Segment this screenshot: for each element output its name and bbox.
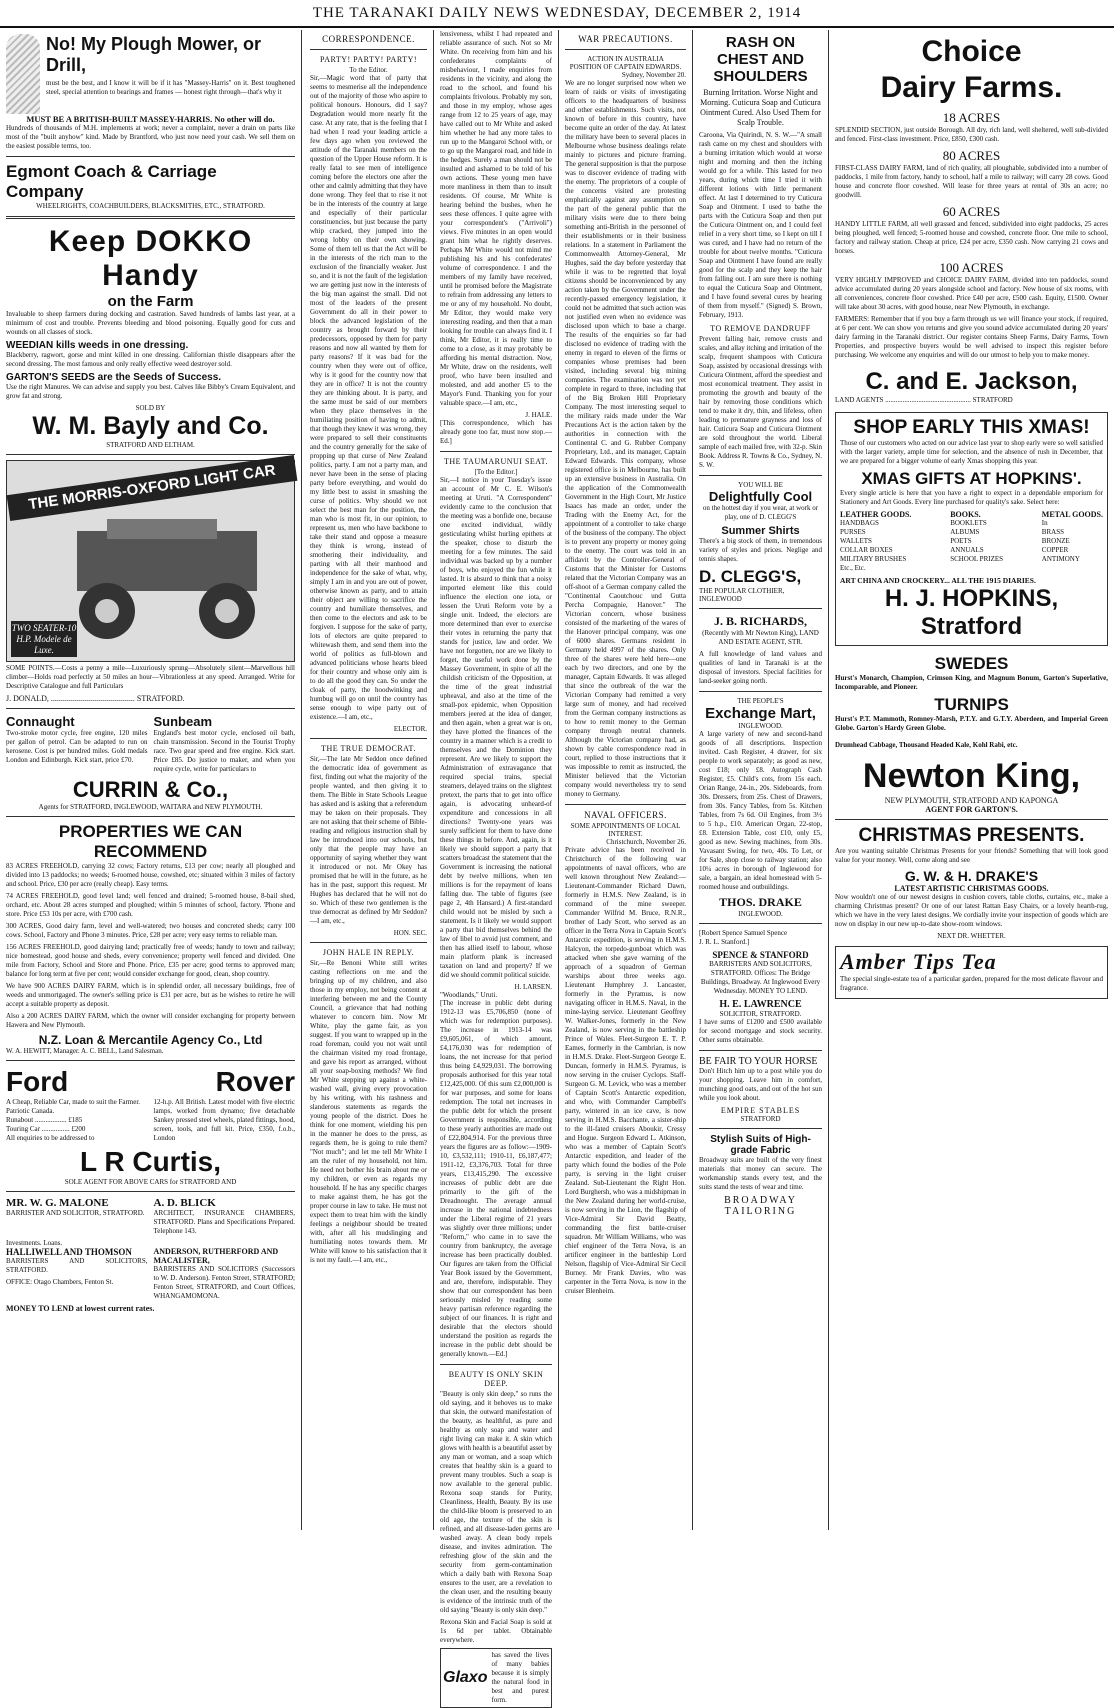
donald-line: J. DONALD, .......................................... STRATFORD. bbox=[6, 694, 185, 703]
dairy-farms-heading: Dairy Farms. bbox=[880, 71, 1063, 104]
anderson-subheading: BARRISTERS AND SOLICITORS (Successors to W. D. Anderson). Fenton Street, STRATFORD; Fenton Street, STRATFORD, and Court Offices, WHANGAMOMONA. bbox=[153, 1265, 295, 1300]
plough-ad-title: No! My Plough Mower, or Drill, bbox=[46, 34, 261, 75]
blick-heading: A. D. BLICK bbox=[153, 1197, 216, 1209]
gift-item: ANNUALS bbox=[950, 546, 984, 554]
weedian-heading: WEEDIAN kills weeds in one dressing. bbox=[6, 340, 189, 351]
ford-line: A Cheap, Reliable Car, made to suit the Farmer. bbox=[6, 1098, 141, 1106]
gift-item: Etc., Etc. bbox=[840, 564, 866, 572]
richards-subheading: (Recently with Mr Newton King), LAND AND ESTATE AGENT, STR. bbox=[702, 629, 819, 646]
ford-line: Patriotic Canada. bbox=[6, 1107, 55, 1115]
public-debt-note: [The increase in public debt during 1912-13 was £5,706,850 (none of which was for redemption purposes). The increase in 1913-14 was £9,605,061, of which amount, £4,176,030 was for redemption of loans, the net increase for that period thus being £4,929,031. The borrowing proposals authorised for this year total £12,425,000. Of this sum £2,000,000 is for war purposes, and some for loans redemption. The total net increases in the public debt for which the present Government is responsible, according to these yearly authorities are made out of £22,804,914. For the previous three years the figures are as follow:—1909-10, £3,532,111; 1910-11, £6,187,477; 1911-12, £3,376,703. Total for three years, £13,415,290. The excessive increases of public debt are due primarily to the gift of the Dreadnought. The average annual increase in the national indebtedness under the Liberal regime of 21 years was slightly over three millions; under "Reform," who came in to save the country from bankruptcy, the average increase has been practically doubled. Our figures are taken from the Official Year Book issued by the Government, and are, therefore, indisputable. They show that our correspondent has been seriously misled by reading some heavy partisan reference regarding the subject of our finances. It is right and desirable that the electors should understand the position as regards the increase in the public debt should be generally known.—Ed.] bbox=[440, 999, 552, 1358]
gift-item: BRONZE bbox=[1041, 537, 1070, 545]
masthead: THE TARANAKI DAILY NEWS WEDNESDAY, DECEMBER 2, 1914 bbox=[0, 0, 1114, 28]
morris-oxford-title: THE MORRIS-OXFORD LIGHT CAR bbox=[7, 455, 298, 521]
column-correspondence bbox=[304, 30, 434, 1530]
hale-heading: JOHN HALE IN REPLY. bbox=[322, 948, 415, 957]
office-line: OFFICE: Otago Chambers, Fenton St. bbox=[6, 1278, 114, 1286]
taumarunui-letter: Sir,—I notice in your Tuesday's issue an account of Mr C. E. Wilson's meeting at Uruti. "A Correspondent" evidently came to the conclusion that the meeting was a bonfide one, because one excited individual, wildly gesticulating whilst hurling epithets at the speaker, chose to disturb the meeting for a few minutes. The said individual was backed up by a number of boys, who enjoyed the fun while it lasted. It is absurd to think that a noisy imported element like this could influence the election one iota, or lessen the Uruti Reform vote by a single unit. Indeed, the electors are more determined than ever to exercise their votes in returning the party that stands for justice, law and order. We have not forgotten, nor are we likely to forget, the useful work done by the Massey Government, in spite of all the childish criticism of the Opposition, at the time of the great industrial upheaval, and also at the time of the small-pox epidemic, when Opposition members jeered at the idea of danger, and then again, when a great war is on, they have plotted the finances of the country in a manner which is a credit to themselves and the Dominion they represent. Are we likely to support the Administration of extravagance that required special trains, special steamers, delayed trains on the slightest pretext, the parts that to get into office again, is advocating unheard-of expenditure and concessions in all directions? Twenty-one years was surely sufficient for them to have done these things in before. And, again, is it likely we should support a party that scatters broadcast the statement that the Government is increasing the national debt by twelve millions, when ten millions is for the repayment of loans falling due. The table of figures (see page 2, 4th Hansard.) A first-standard child would not be misled by such a statement. Is it likely we would support a party that bid themselves behind the law of libel to avoid just comment, and then has allied itself to labour, whose main platform plank is increased taxation on land and property? If we did we should commit political suicide. bbox=[440, 476, 552, 979]
clegg-subheading: THE POPULAR CLOTHIER, INGLEWOOD bbox=[699, 587, 785, 603]
exchange-subheading: INGLEWOOD. bbox=[738, 722, 783, 730]
war-dateline: Sydney, November 20. bbox=[621, 71, 686, 79]
rexona-text: Rexona Skin and Facial Soap is sold at 1s 6d per tablet. Obtainable everywhere. bbox=[440, 1618, 552, 1644]
dandruff-heading: TO REMOVE DANDRUFF bbox=[710, 324, 811, 333]
farmer-illustration bbox=[6, 34, 40, 114]
farm-item bbox=[835, 260, 1108, 312]
democrat-heading: THE TRUE DEMOCRAT. bbox=[321, 744, 416, 753]
empire-subheading: STRATFORD bbox=[740, 1115, 781, 1123]
drumhead-text: Drumhead Cabbage, Thousand Headed Kale, Kohl Rabi, etc. bbox=[835, 741, 1018, 749]
property-item: We have 900 ACRES DAIRY FARM, which is in splendid order, all necessary buildings, free of weeds and unmortgaged. The owner's selling price is £31 per acre, but as he wishes to retire he will accept a suitable property as deposit. bbox=[6, 982, 295, 1008]
farm-text: SPLENDID SECTION, just outside Borough. All dry, rich land, well sheltered, well sub-divided and fenced. First-class investment. Price, £850, £300 cash. bbox=[835, 126, 1108, 143]
christmas-heading: CHRISTMAS PRESENTS. bbox=[858, 825, 1085, 846]
dandruff-text: Prevent falling hair, remove crusts and scales, and allay itching and irritation of the scalp, frequent shampoos with Cuticura Soap, assisted by occasional dressings with Cuticura Ointment, afford the speediest and most economical treatment. They assist in promoting the growth and beauty of the hair by removing those conditions which tend to make it dry, thin, and lifeless, often leading to premature grayness and loss of hair. Cuticura Soap and Cuticura Ointment are sold throughout the world. Liberal sample of each mailed free, with 32-p. Skin Book. Address R. Towns & Co., Sydney, N. S. W. bbox=[699, 335, 822, 469]
hale-letter: Sir,—Re Benoni White still writes casting reflections on me and the bringing up of my children, and also those in my employ, not being content at interfering between me and the County Council, a grievance that had nothing whatever to concern him. Now Mr White, play the game fair, as you suggest. If you want to wrapped up in the road foreman, could you not wait until the chairman visited my road frontage, and gave his report as arranged, without all your soap-boxing methods? We find Mr White stepping up against a white-washed wall, giving every provocation by his writing, with his rashness and slanderous statements as regards the young people of the district. Does he think for one moment, wielding his pen in the manner he does to the press, as regards them, he is going to rule them? "Not much"; and let me tell Mr White I am the ruler of my household, not him. He need not bother his brain about me or my children, or even as regards my household. If he has any specific charges to make against them, he has got the proper course in law to take. He must not expect them to treat him with the kindly feelings a neighbour should be treated with, after all his mudslinging and humiliating notes towards them. Mr White will know to his satisfaction that it is not my fault.—I am, etc., bbox=[310, 959, 427, 1264]
drake-subheading: INGLEWOOD. bbox=[738, 910, 783, 918]
gift-item: BOOKLETS bbox=[950, 519, 987, 527]
column-advertisements-middle bbox=[693, 30, 829, 1530]
farm-item bbox=[835, 148, 1108, 200]
naval-dateline: Christchurch, November 26. bbox=[606, 838, 686, 846]
plough-ad-tail: Hundreds of thousands of M.H. implements at work; never a complaint, never a drain on parts like most of the "built anyhow" kind. Made by Brantford, who just now need your cash. We sell them on the easiest possible terms, too. bbox=[6, 124, 295, 150]
drakes-heading: G. W. & H. DRAKE'S bbox=[904, 868, 1039, 884]
party-letter: Sir,—Magic word that of party that seems to mesmerise all the independence out of the majority of those who aspire to political honours. Honours, did I say? Degradation would more nearly fit the case. At any rate, that is the feeling that I had when I read your leading article a few days ago when you reviewed the attitude of the Taranaki members on the question of the Upper House reform. It is really fatal to see men of intelligence coming before the electors one after the other and calmly admitting that they have done wrong. They feel that to rise it not be in the interests of the country at large and especially of their particular constituencies, but just because the party whip cracked, they jumped into the wrong lobby on their own showing. Some of them tell us that the Act will be in the interests of the rich man to the exclusion of the financially weaker. Just so, and it is not the fault of the legislation we are getting just now in the interests of the big man against the small. Did not most of the leaders of the present Government do all in their power to block the advanced legislation of the country as brought forward by their predecessors, opposed by them for party reasons and now all wanted by them for party reasons? If it was bad for the country when they were out of office, why is it good for the country now that they are in office? It is not the country they are thinking about. It is party, and the same must be said of our members when they place themselves in the humiliating position of having to admit, that though they knew it was wrong, they were prepared to sell their constituents and the country generally for the sake of propping up that curse of New Zealand politics, party. I am not a party man, and never have been in the sense of placing party before everything, and would do my little best to assist in smashing the curse of politics. Why should we not select the best man for the position, the man who is most fit, in our opinion, to represent us, men who have backbone to take their stand and oppose a measure they think is wrong, instead of smothering their individuality, and parting with all their manhood and independence for the sake of what, why, simply I am in and you are out of power, otherwise known as party, and to attain their object are willing to sacrifice the country and humiliate themselves, and then come to the electors and ask to be forgiven. I suppose for the sake of party, lots of electors are quite prepared to whitewash them, and send them into the world of politics as full-blown and advanced politicians whose hearts bleed for their country and whose only aim is to do all the good they can. So under the cloak of party, the hoodwinking and humbug will go on until the country has sense enough to wipe party out of existence.—I am, etc., bbox=[310, 74, 427, 721]
property-item: 83 ACRES FREEHOLD, carrying 32 cows; Factory returns, £13 per cow; nearly all ploughed and divided into 13 paddocks; no weeds; 6-roomed house, cowshed, etc; situated within 3 miles of factory and school. Price, £30 per acre (really cheap). Easy terms. bbox=[6, 862, 295, 888]
hopkins-heading: H. J. HOPKINS, Stratford bbox=[884, 585, 1059, 640]
richards-heading: J. B. RICHARDS, bbox=[713, 614, 807, 628]
jackson-heading: C. and E. Jackson, bbox=[865, 368, 1078, 395]
gift-item: COLLAR BOXES bbox=[840, 546, 893, 554]
war-subheading-2: POSITION OF CAPTAIN EDWARDS. bbox=[569, 63, 682, 71]
taumarunui-heading: THE TAUMARUNUI SEAT. bbox=[444, 457, 548, 466]
glaxo-logo: Glaxo bbox=[443, 1669, 488, 1686]
gift-item: SCHOOL PRIZES bbox=[950, 555, 1004, 563]
rover-text: 12-h.p. All British. Latest model with five electric lamps, worked from dynamo; five detachable Sankey pressed steel wheels, plated fittings, hood, screen, tools, and full kit. Price, £350, f.o.b., London bbox=[153, 1098, 295, 1142]
property-item: 156 ACRES FREEHOLD, good dairying land; practically free of weeds; handy to town and railway; nice homestead, good house and sheds, every convenience; property well fenced and divided. One mile from Factory, School and Store and Phone. Price, £35 per acre; good terms to approved man; balance for long term at five per cent; would consider exchange for good, clean, shop country. bbox=[6, 943, 295, 978]
swedes-text: Hurst's Monarch, Champion, Crimson King, and Magnum Bonum, Garton's Superlative, Incomparable, and Pioneer. bbox=[835, 674, 1108, 691]
woodlands-line: "Woodlands," Uruti. bbox=[440, 991, 498, 999]
farm-item bbox=[835, 204, 1108, 256]
money-line: MONEY TO LEND at lowest current rates. bbox=[6, 1304, 155, 1313]
ford-details bbox=[6, 1098, 148, 1146]
farm-acres: 18 ACRES bbox=[942, 110, 1001, 125]
exchange-heading: Exchange Mart, bbox=[705, 705, 816, 722]
connaught-text: Two-stroke motor cycle, free engine, 120 miles per gallon of petrol. Can be adapted to run on kerosene. Cost is per hundred miles. Gold medals London and Edinburgh. Kick start, price £70. bbox=[6, 729, 148, 764]
drake-heading: THOS. DRAKE bbox=[719, 895, 802, 909]
richards-text: A full knowledge of land values and qualities of land in Taranaki is at the disposal of investors. Special facilities for land-seeker going north. bbox=[699, 650, 822, 685]
swedes-heading: SWEDES bbox=[934, 654, 1009, 673]
gift-item: WALLETS bbox=[840, 537, 872, 545]
christmas-text: Are you wanting suitable Christmas Presents for your friends? Something that will look good value for your money. Well, come along and see bbox=[835, 847, 1108, 864]
plough-ad-must: MUST BE A BRITISH-BUILT MASSEY-HARRIS. No other will do. bbox=[26, 114, 275, 124]
turnips-text: Hurst's P.T. Mammoth, Romney-Marsh, P.T.Y. and G.T.Y. Aberdeen, and Imperial Green Globe. Garton's Hardy Green Globe. bbox=[835, 715, 1108, 732]
shirts-text: There's a big stock of them, in tremendous variety of styles and prices. Neglige and tennis shapes. bbox=[699, 537, 822, 563]
stylish-text: Broadway suits are built of the very finest materials that money can secure. The workmanship stands every test, and the suits stand the tests of wear and time. bbox=[699, 1156, 822, 1191]
naval-subheading: SOME APPOINTMENTS OF LOCAL INTEREST. bbox=[570, 822, 681, 838]
lawrence-subheading: SOLICITOR, STRATFORD. bbox=[719, 1010, 802, 1018]
to-editor-label: [To the Editor.] bbox=[474, 468, 518, 476]
rash-text: Caroona, Via Quirindi, N. S. W.—"A small rash came on my chest and shoulders with a burning irritation which would at worse night and morning and then the itching would go for a while. This lasted for two years, during which time I tried it with different lotions with little permanent effect. At last I determined to try Cuticura Soap and Ointment. I used to bathe the parts with the Cuticura Soap and then put the Cuticura Ointment on, and I could feel relief in a very short time, so I kept on till I was cured, and I have had no return of the trouble for about twelve months. "Cuticura Soap and Ointment I have found are really good for the scalp and they keep the hair from falling out. I am sure there is nothing to equal the Cuticura Soap and Ointment, and I have found several cures by hearing of them from myself." (Signed) S. Brown, February, 1913. bbox=[699, 131, 822, 319]
gift-item: BRASS bbox=[1041, 528, 1064, 536]
gift-category bbox=[840, 510, 911, 573]
farm-item bbox=[835, 110, 1108, 144]
elector-signature: ELECTOR. bbox=[393, 725, 427, 733]
gift-item: HANDBAGS bbox=[840, 519, 879, 527]
peoples-label: THE PEOPLE'S bbox=[737, 697, 784, 705]
farm-acres: 80 ACRES bbox=[942, 148, 1001, 163]
exchange-text: A large variety of new and second-hand goods of all descriptions. Inspection invited. Cash Register, 4 drawer, for six people to work separately; as good as new, cost £18; only £8. Autograph Cash Register, £5. Child's cots, from 15s each. Orian Range, 24-in., 20s. Sideboards, from 30s. Dressers, from 25s. Chest of Drawers, from 30s. Fancy Tables, from 5s. Kitchen Tables, from 7s 6d. Oil Engines, from 3½ to 5 h.p., £10. American Organ, 22-stop, £8. Extension Table, cost £10, only £5, good as new. Sewing machines, from 30s. Vavasant Swing, for two, 40s. To Let, or for Sale, shop close to railway station; also 10¼ acres in borough of Inglewood for sale, a bargain, an ideal homestead with 5-roomed house and outbuildings. bbox=[699, 730, 822, 891]
gifts-text: Every single article is here that you have a right to expect in a dependable emporium for Stationery and Art Goods. Every line purchased for quality's sake. Select here: bbox=[840, 489, 1103, 506]
broadway-heading: BROADWAY TAILORING bbox=[724, 1195, 797, 1217]
rash-heading: RASH ON CHEST AND SHOULDERS bbox=[713, 34, 808, 85]
larsen-signature: H. LARSEN. bbox=[514, 983, 552, 991]
ford-line: Runabout .................. £185 bbox=[6, 1116, 83, 1124]
gift-category bbox=[950, 510, 1003, 573]
empire-heading: EMPIRE STABLES bbox=[720, 1106, 801, 1115]
to-editor-label: To the Editor. bbox=[349, 66, 388, 74]
farm-list bbox=[835, 110, 1108, 312]
properties-list bbox=[6, 862, 295, 1030]
amber-tips-text: The special single-estate tea of a particular garden, prepared for the most delicate flavour and fragrance. bbox=[840, 975, 1103, 992]
gift-item: POETS bbox=[950, 537, 972, 545]
horse-text: Don't Hitch him up to a post while you do your shopping. Leave him in comfort, munching good oats, and out of the hot sun while you look about. bbox=[699, 1067, 822, 1102]
gift-item: PURSES bbox=[840, 528, 866, 536]
anderson-heading: ANDERSON, RUTHERFORD AND MACALISTER, bbox=[153, 1247, 279, 1265]
nz-loan-heading: N.Z. Loan & Mercantile Agency Co., Ltd bbox=[38, 1033, 263, 1047]
correspondence-heading: CORRESPONDENCE. bbox=[322, 34, 415, 44]
war-subheading-1: ACTION IN AUSTRALIA bbox=[587, 55, 664, 63]
amber-tips-logo: Amber Tips Tea bbox=[840, 949, 997, 974]
nz-loan-subheading: W. A. HEWITT, Manager. A. C. BELL, Land Salesman. bbox=[6, 1047, 164, 1055]
farm-text: FIRST-CLASS DAIRY FARM, land of rich quality, all ploughable, subdivided into a number of paddocks, 1 mile from factory, handy to school, half a mile to railway; will carry 28 cows. Good house and concrete floor cowshed. Will lease for three years at rental of 30s an acre; no goodwill. bbox=[835, 164, 1108, 199]
drakes-text: Now wouldn't one of our newest designs in cushion covers, table cloths, curtains, etc., make a charming Christmas present? Or one of our latest Rattan Easy Chairs, or a lovely hearth-rug, which we have in the very latest designs. We cordially invite your inspection of goods which are now on display in our new up-to-date show-room windows. bbox=[835, 893, 1108, 928]
beauty-text: "Beauty is only skin deep," so runs the old saying, and it behoves us to make that skin, the outward manifestation of the beauty, as healthful, as pure and healthy as only soap and water and right living can make it. A skin which glows with health is a beautiful asset by any man or woman, and a soap which creates that healthy skin is a guard to prevent many troubles. Such a soap is now available to the general public. Rexona soap stands for Purity, Cleanliness, Health, Beauty. By its use the child-like bloom is preserved to an old age, the texture of the skin is refined, and all disease-laden germs are washed away. A clean body repels disease, and invites admiration. The refreshing glow of the skin and the security from germ-contamination which a daily bath with Rexona Soap ensures to the user, are a revelation to the clean user, and the resulting beauty is evidence of the intrinsic truth of the old saying "Beauty is only skin deep." bbox=[440, 1390, 552, 1614]
farm-text: HANDY LITTLE FARM, all well grassed and fenced, subdivided into eight paddocks, 25 acres being ploughed, well fenced; 5-roomed house and cowshed, concrete floor. One mile to school, factory and railway station. Cheap at price, £24 per acre, £350 cash. Now carrying 21 cows and horses. bbox=[835, 220, 1108, 255]
shirts-heading: Summer Shirts bbox=[721, 525, 800, 537]
newton-king-agent: AGENT FOR GARTON'S. bbox=[925, 805, 1018, 814]
art-line: ART CHINA AND CROCKERY... ALL THE 1915 DIARIES. bbox=[840, 576, 1036, 585]
curtis-subheading: SOLE AGENT FOR ABOVE CARS for STRATFORD AND bbox=[64, 1178, 237, 1186]
lawrence-heading: H. E. LAWRENCE bbox=[719, 999, 802, 1010]
morris-oxford-text: SOME POINTS.—Costs a penny a mile—Luxuriously sprung—Absolutely silent—Marvellous hill climber—Holds road perfectly at 50 miles an hour—Vibrationless at any speed. Arranged. Write for Descriptive Catalogue and full Particulars bbox=[6, 664, 295, 690]
beauty-heading: BEAUTY IS ONLY SKIN DEEP. bbox=[448, 1370, 544, 1388]
farm-text: VERY HIGHLY IMPROVED and CHOICE DAIRY FARM, divided into ten paddocks, sound advice accumulated during 20 years alongside school and factory. New house of six rooms, with all conveniences, concrete floor cowshed. Price £40 per acre, £500 cash. Equity, £1500. Owner will take about 30 acres, with good house, near New Plymouth, in exchange. bbox=[835, 276, 1108, 311]
spence-names: [Robert Spence Samuel Spence J. R. L. Stanford.] bbox=[699, 929, 788, 946]
war-article: We are no longer surprised now when we learn of raids or visits of investigating officers to the headquarters of business and other establishments. Such visits, not known of before in this country, have become quite an order of the day. At latest the military have been to several places in Melbourne whose business dealings relate mainly to pictures and picture framing. The general supposition is that the purpose was to discover evidence of trading with the enemy. The proprietors of a couple of the concerns visited are protesting emphatically against any assumption on the part of the general public that the military visits were due to there being something anti-British in the personnel of their establishments or in their business relations. In a statement in Parliament the Commonwealth Attorney-General, Mr Hughes, said the day before yesterday that while it was to be regretted that loyal citizens should be inconvenienced by any action taken by the Government under the recently-passed emergency legislation, it could not be admitted that such action was not justified even when no evidence was disclosed upon which to base a charge. The results of the enquiries so far had disclosed no evidence of trading with the enemy in regard to eleven of the firms or companies whose premises had been visited, including several big mining companies. The examination was not yet complete in regard to three, including that of the Big Broken Hill Proprietary Company. The most interesting sequel to the military raids made under the War Precautions Act is the action taken by the authorities in connection with the Continental C. and G. Rubber Company Proprietary, Ltd., and its manager, Captain Edward Edwards. This company, whose registered office is in Melbourne, has built up an extensive business in Australia. On the application of the Commonwealth Government in the High Court, Mr Justice Isaacs has made an order, under the Trading with the Enemy Act, for the appointment of a controller to take charge of the business of the company. The object is to prevent any property or money going to the enemy. The court was told in an affidavit by the Controller-General of Customs that the Minister for Customs related that the Victorian Company was an off-shoot of a German company called the "Continental Caoutchouc und Gutta Percha Compagnie, Hanover." The Victorian concern, whose business consisted of the marketing of the wares of the Hanover principal company, was one of 6000 shares. Germans resident in Germany held 4997 of the shares. Only three of the shares were held here—one each by two directors, and one by the manager, Captain Edwards. It was alleged that since the outbreak of the war the Victorian Company had remitted a very large sum of money, and had received from the German company instructions as to how to remit money to the German company through neutral channels. Although the Victorian company had, as shown by cable correspondence read in court, replied to those instructions that it was impossible to remit as instructed, the Minister believed that the Victorian company would nevertheless try to send money to Germany. bbox=[565, 79, 686, 798]
gift-categories bbox=[840, 510, 1103, 573]
sold-by-label: SOLD BY bbox=[135, 404, 166, 412]
cool-heading: Delightfully Cool bbox=[708, 489, 813, 504]
morris-oxford-ad bbox=[6, 460, 295, 662]
gift-item: MILITARY BRUSHES bbox=[840, 555, 907, 563]
xmas-heading: SHOP EARLY THIS XMAS! bbox=[853, 417, 1090, 438]
properties-heading: PROPERTIES WE CAN RECOMMEND bbox=[58, 822, 243, 861]
spence-subheading: BARRISTERS AND SOLICITORS, STRATFORD. Offices: The Bridge Buildings, Broadway. At Inglewood Every Wednesday. MONEY TO LEND. bbox=[700, 960, 821, 995]
bayly-heading: W. M. Bayly and Co. bbox=[32, 412, 269, 440]
democrat-letter: Sir,—The late Mr Seddon once defined the democratic idea of government as first, finding out what the majority of the people wanted, and then giving it to them. The Bible in State Schools League has asked and is asking that a referendum may be taken on their proposals. They are not asking that their scheme of Bible-reading and religious instruction shall by law be introduced into our schools, but only that the people may have an opportunity of saying whether they want it introduced or not. Mr Okey has promised that he will in the future, as he has in the past, support this request. Mr Hughes has declared that he will not do so. Which of these two gentlemen is the true democrat as defined by Mr Seddon?—I am, etc., bbox=[310, 755, 427, 925]
garton-text: Use the right Manures. We can advise and supply you best. Calves like Bibby's Cream Equivalent, and grow fat and strong. bbox=[6, 383, 295, 400]
gift-category-heading: LEATHER GOODS. bbox=[840, 510, 912, 519]
gift-category-heading: BOOKS. bbox=[950, 510, 981, 519]
hale-letter-continued: lensiveness, whilst I had repeated and reliable assurance of such. Not so Mr White. On receiving from him and his confederates complaints of misbehaviour, I made enquiries from residents in the vicinity, and along the road to the school, and found his complaints frivolous. Probably my son, and those in my employ, whose ages range from 12 to 25 years of age, may have called out to Mr White and asked him whether he had any more tales to run up to the Mangaroi School with, or to go up the Mangaroi road, and hide in the hedges. Surely a man should not be insulted and ashamed to be told of his own actions. These young men have more manliness in them than to insult residents. Of course, Mr White is hearing behind the bushes, when he sees these offences. I quite agree with your correspondent's ("Arrivoli") views. Five minutes in an open would grant him what he rightly deserves. Perhaps Mr White would not mind me publishing his and his confederates' volume of correspondence. I and the members of my family have received, until he promised before the Magistrate to refrain from addressing any letters to me or any of my household. No doubt, Mr Editor, they would make very interesting reading, and then that a man looking for trouble can always find it. I think, Mr Editor, it is really time to come to a close, as it may probably be affording his mental distraction. Now, Mr White, draw on the residents, well proof, who have been insulted and molested, and add another £5 to the Mayor's Fund. Thanking you for your valuable space.—I am, etc., bbox=[440, 30, 552, 407]
farmers-note: FARMERS: Remember that if you buy a farm through us we will finance your stock, if required, at 6 per cent. We can show you returns and give you sound advice accumulated during 20 years' dairy farming in the Taranaki district. Our register contains Sheep Farms, Dairy Farms, Town Properties, and prospective buyers would be well advised to inspect this register before purchasing. We welcome any enquiries and will do our utmost to help you to make money. bbox=[835, 315, 1108, 359]
morris-oxford-badge: TWO SEATER-10 H.P. Modele de Luxe. bbox=[11, 623, 77, 655]
gift-category bbox=[1042, 510, 1103, 573]
newton-king-subheading: NEW PLYMOUTH, STRATFORD AND KAPONGA bbox=[884, 796, 1059, 805]
plough-ad-text: must be the best, and I know it will be if it has "Massey-Harris" on it. Best toughened steel, special attention to bearings and frames — honest right through—that's why it bbox=[46, 79, 295, 96]
currin-subheading: Agents for STRATFORD, INGLEWOOD, WAITARA and NEW PLYMOUTH. bbox=[38, 803, 263, 811]
blick-subheading: ARCHITECT, INSURANCE CHAMBERS, STRATFORD. Plans and Specifications Prepared. Telephone 143. bbox=[153, 1209, 295, 1235]
column-news bbox=[559, 30, 693, 1530]
gift-item: In bbox=[1041, 519, 1048, 527]
investments-line: Investments. Loans. bbox=[6, 1239, 63, 1247]
egmont-subheading: WHEELRIGHTS, COACHBUILDERS, BLACKSMITHS, ETC., STRATFORD. bbox=[36, 202, 265, 210]
cool-text: on the hottest day if you wear, at work or play, one of D. CLEGG'S bbox=[702, 504, 819, 521]
garton-heading: GARTON'S SEEDS are the Seeds of Success. bbox=[6, 372, 222, 383]
jackson-subheading: LAND AGENTS ................................................. STRATFORD bbox=[835, 396, 1013, 404]
property-item: 300 ACRES, Good dairy farm, level and well-watered; two houses and concreted sheds; carry 100 cows. School, Factory and Phone 3 minutes. Price, £28 per acre; very easy terms to reliable man. bbox=[6, 922, 295, 939]
amber-tips-ad bbox=[835, 946, 1108, 999]
gift-item: ALBUMS bbox=[950, 528, 980, 536]
glaxo-text: has saved the lives of many babies because it is simply the natural food in best and purest form. bbox=[491, 1651, 549, 1704]
choice-heading: Choice bbox=[921, 35, 1022, 68]
malone-subheading: BARRISTER AND SOLICITOR, STRATFORD. bbox=[6, 1209, 145, 1217]
drakes-subheading: LATEST ARTISTIC CHRISTMAS GOODS. bbox=[894, 884, 1049, 893]
whetter-line: NEXT DR. WHETTER. bbox=[937, 932, 1006, 940]
rash-subheading: Burning Irritation. Worse Night and Morning. Cuticura Soap and Cuticura Ointment Cured. Also Used Them for Scalp Trouble. bbox=[700, 88, 821, 127]
farm-acres: 60 ACRES bbox=[942, 204, 1001, 219]
sunbeam-text: England's best motor cycle, enclosed oil bath, chain transmission. Second in the Tourist Trophy race. Two gear speed and free engine. Kick start. Price £85. Do justice to maker, and when you require cycle, write for particulars to bbox=[153, 729, 295, 773]
gift-item: COPPER bbox=[1041, 546, 1069, 554]
property-item: 74 ACRES FREEHOLD, good level land; well fenced and drained; 5-roomed house, 8-bail shed, orchard, etc. About 28 acres stumped and ploughed; within 5 minutes of school, factory. 'Phone and store. Price £53 10s per acre, with £700 cash. bbox=[6, 892, 295, 918]
ford-line: Touring Car ................ £200 bbox=[6, 1125, 86, 1133]
stylish-heading: Stylish Suits of High-grade Fabric bbox=[710, 1134, 811, 1156]
editor-note: [This correspondence, which has already gone too far, must now stop.—Ed.] bbox=[440, 419, 552, 445]
column-advertisements-left bbox=[0, 30, 302, 1530]
gift-category-heading: METAL GOODS. bbox=[1041, 510, 1103, 519]
rover-heading: Rover bbox=[215, 1066, 295, 1097]
hon-sec-signature: HON. SEC. bbox=[393, 929, 427, 937]
naval-article: Private advice has been received in Christchurch of the following war appointments of naval officers, who are well known throughout New Zealand:—Lieutenant-Commander Richard Dawn, formerly in H.M.S. New Zealand, is in command of the mine sweeper. Commander Wilfrid M. Bruce, R.N.R., brother of Lady Scott, who served as an officer in the Terra Nova in Captain Scott's Antarctic expedition, is serving in H.M.S. Halcyon, the torpedo-gunboat which was attacked when she gave warning of the approach of a squadron of German warships about three weeks ago. Lieutenant Humphrey J. Lancaster, formerly in the Pyramus, is now navigating officer in H.M.S. Naval, in the mine-laying service. Lieutenant Geoffrey W. Walker-Jones, formerly in the New Zealand, is now serving in the battleship Prince of Wales. Fleet-Surgeon E. T. P. Eames, formerly in the Cambrian, is now in H.M.S. Drake. Fleet-Surgeon George E. Duncan, formerly in H.M.S. Pyramus, is now serving in the cruiser Cyclops. Staff-Surgeon G. M. Levick, who was a member of Captain Scott's Antarctic expedition, and who, with Commander Campbell's party, wintered in an ice cave, is now serving in H.M.S. Bacchante, a sister-ship to the ill-fated cruisers Aboukir, Cressy and Hogue. Surgeon Edward L. Atkinson, who was a member of Captain Scott's Antarctic expedition, and leader of the party which found the bodies of the Pole party, is serving in the light cruiser Zealand. Sub-Lieutenant the Right Hon. Lord Burghersh, who was a midshipman in the New Zealand during her world-cruise, is now serving in the Lion, the flagship of Vice-Admiral Sir David Beatty, commanding the first battle-cruiser squadron. Mr William Williams, who was chief engineer of the Terra Nova, is an artificer engineer in the battleship Lord Nelson, flagship of Vice-Admiral Sir Cecil Burney. Mr Frank Davies, who was carpenter in the Terra Nova, is now in the cruiser Blenheim. bbox=[565, 846, 686, 1295]
halliwell-subheading: BARRISTERS AND SOLICITORS, STRATFORD. bbox=[6, 1257, 148, 1274]
dokko-heading: Keep DOKKO Handy bbox=[48, 225, 253, 292]
property-item: Also a 200 ACRES DAIRY FARM, which the owner will consider exchanging for property between Hawera and New Plymouth. bbox=[6, 1012, 295, 1029]
ford-line: All enquiries to be addressed to bbox=[6, 1134, 95, 1142]
naval-heading: NAVAL OFFICERS. bbox=[584, 810, 667, 820]
weedian-text: Blackberry, ragwort, gorse and mint killed in one dressing. Californian thistle disappears after the second dressing. The most famous and only really effective weed destroyer sold. bbox=[6, 351, 295, 368]
halliwell-heading: HALLIWELL AND THOMSON bbox=[6, 1247, 132, 1257]
farm-acres: 100 ACRES bbox=[939, 260, 1004, 275]
party-heading: PARTY! PARTY! PARTY! bbox=[319, 55, 418, 64]
hale-signature: J. HALE. bbox=[525, 411, 552, 419]
newton-king-heading: Newton King, bbox=[862, 757, 1081, 795]
dokko-subheading: on the Farm bbox=[107, 293, 194, 310]
sunbeam-heading: Sunbeam bbox=[153, 714, 213, 729]
curtis-heading: L R Curtis, bbox=[79, 1146, 222, 1177]
turnips-heading: TURNIPS bbox=[934, 695, 1009, 714]
xmas-text: Those of our customers who acted on our advice last year to shop early were so well satisfied with the larger variety, ample time for selection, and the absence of rush in December, that we are prepared for a bigger volume of early Xmas shopping this year. bbox=[840, 439, 1103, 465]
hopkins-ad bbox=[835, 412, 1108, 646]
ford-heading: Ford bbox=[6, 1066, 69, 1097]
horse-heading: BE FAIR TO YOUR HORSE bbox=[699, 1056, 818, 1067]
dokko-text: Invaluable to sheep farmers during docking and castration. Saved hundreds of lambs last year, at a minimum of cost and trouble. Prevents bleeding and blood poisoning. Equally good for cuts and wounds on all classes of stock. bbox=[6, 310, 295, 336]
column-letters bbox=[434, 30, 559, 1704]
lawrence-text: I have sums of £1200 and £500 available for second mortgage and stock security. Other sums obtainable. bbox=[699, 1018, 822, 1044]
you-will-be-label: YOU WILL BE bbox=[738, 481, 783, 489]
currin-heading: CURRIN & Co., bbox=[72, 777, 229, 802]
gifts-heading: XMAS GIFTS AT HOPKINS'. bbox=[861, 469, 1082, 488]
malone-heading: MR. W. G. MALONE bbox=[6, 1197, 109, 1209]
gift-item: ANTIMONY bbox=[1041, 555, 1080, 563]
spence-heading: SPENCE & STANFORD bbox=[712, 950, 809, 960]
column-advertisements-right bbox=[829, 30, 1114, 1530]
clegg-heading: D. CLEGG'S, bbox=[699, 567, 802, 586]
connaught-heading: Connaught bbox=[6, 714, 75, 729]
egmont-heading: Egmont Coach & Carriage Company bbox=[6, 162, 217, 201]
war-precautions-heading: WAR PRECAUTIONS. bbox=[578, 34, 673, 44]
bayly-subheading: STRATFORD AND ELTHAM. bbox=[106, 441, 195, 449]
